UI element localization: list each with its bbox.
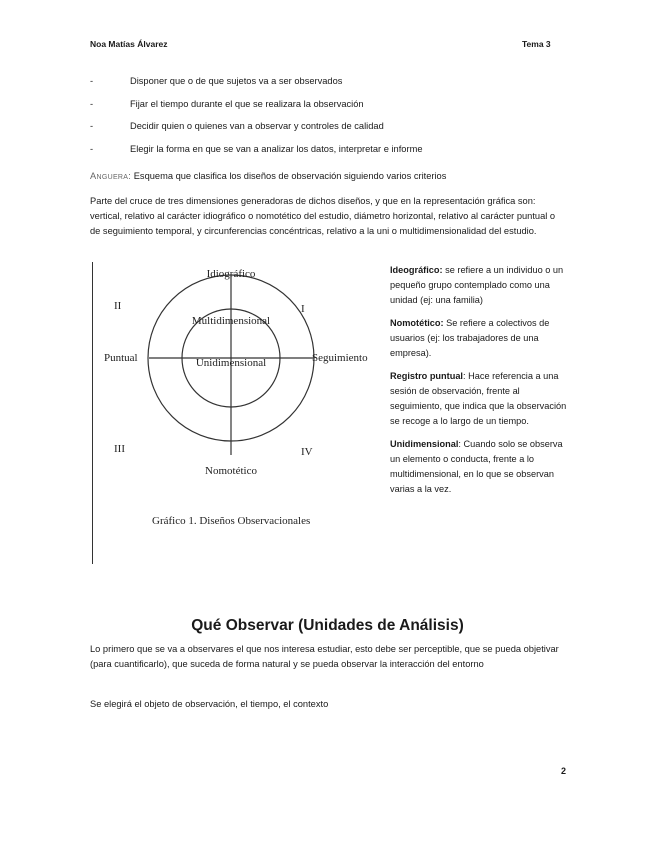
list-item: [90, 76, 570, 99]
section-paragraph-2: Se elegirá el objeto de observación, el tiempo, el contexto: [90, 699, 329, 709]
definition-text: se refiere a un individuo o un pequeño grupo contemplado como una unidad (ej: una familia): [390, 265, 564, 305]
definition-text: Se refiere a colectivos de usuarios (ej: los trabajadores de una empresa).: [390, 318, 550, 358]
label-inner-ring: Unidimensional: [195, 357, 267, 369]
source-author: Anguera:: [90, 171, 132, 181]
bullet-text: Elegir la forma en que se van a analizar los datos, interpretar e informe: [130, 144, 423, 155]
label-bottom: Nomotético: [205, 465, 257, 477]
section-paragraph: Lo primero que se va a observares el que nos interesa estudiar, esto debe ser perceptible, que se pueda objetivar (para cuantificarlo), que suceda de forma natural y se pueda observar la interacción del entorno: [90, 644, 559, 669]
header-topic: Tema 3: [522, 39, 551, 49]
list-item: [90, 121, 570, 144]
quadrant-3: III: [114, 443, 125, 455]
label-left: Puntual: [104, 352, 138, 364]
definition-term: Unidimensional: [390, 439, 459, 449]
quadrant-2: II: [114, 300, 122, 312]
definition-term: Ideográfico:: [390, 265, 443, 275]
definition-text: : Cuando solo se observa un elemento o conducta, frente a lo multidimensional, en lo que se observan varias a la vez.: [390, 439, 563, 494]
list-item: [90, 99, 570, 122]
label-right: Seguimiento: [312, 352, 368, 364]
page-number: 2: [560, 766, 566, 776]
definition-item: [390, 316, 568, 361]
figure-caption: Gráfico 1. Diseños Observacionales: [152, 515, 311, 527]
definition-term: Nomotético:: [390, 318, 444, 328]
bullet-dash: -: [90, 144, 94, 155]
definition-text: : Hace referencia a una sesión de observación, frente al seguimiento, que indica que la observación se recoge a lo largo de un tiempo.: [390, 371, 567, 426]
bullet-text: Fijar el tiempo durante el que se realizara la observación: [130, 98, 364, 109]
definition-item: [390, 437, 568, 497]
definition-item: [390, 369, 568, 429]
figure-rule: [92, 262, 93, 564]
bullet-dash: -: [90, 121, 94, 132]
quadrant-1: I: [301, 303, 305, 315]
bullet-text: Disponer que o de que sujetos va a ser observados: [130, 76, 343, 86]
definitions: [390, 263, 568, 505]
bullet-dash: -: [90, 98, 94, 109]
definition-item: [390, 263, 568, 308]
section-heading: Qué Observar (Unidades de Análisis): [191, 617, 464, 634]
source-text: Esquema que clasifica los diseños de observación siguiendo varios criterios: [131, 171, 447, 181]
quadrant-4: IV: [301, 446, 313, 458]
definition-term: Registro puntual: [390, 371, 463, 381]
observational-designs-figure: [94, 262, 384, 564]
intro-paragraph: Parte del cruce de tres dimensiones generadoras de dichos diseños, y que en la representación gráfica son: vertical, relativo al carácter idiográfico o nomotético del estudio, diámetro horizontal, relativo al carácter puntual o de seguimiento temporal, y circunferencias concéntricas, relativo a la uni o multidimensionalidad del estudio.: [90, 196, 556, 236]
bullet-text: Decidir quien o quienes van a observar y controles de calidad: [130, 121, 384, 132]
source-line: [90, 171, 446, 181]
list-item: [90, 144, 570, 167]
header-author: Noa Matías Álvarez: [90, 39, 168, 49]
bullet-list: [90, 76, 570, 167]
label-top: Idiográfico: [206, 268, 256, 280]
label-outer-ring: Multidimensional: [191, 315, 271, 327]
bullet-dash: -: [90, 76, 94, 86]
